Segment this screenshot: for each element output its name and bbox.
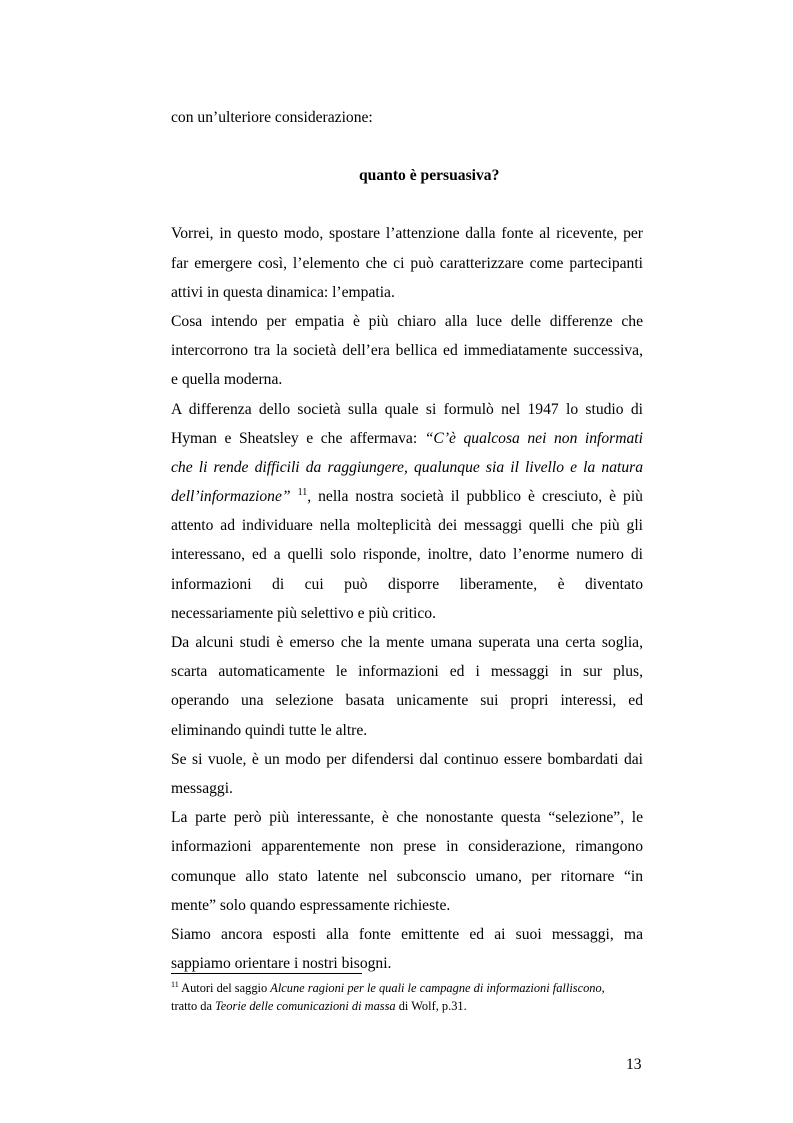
footnote-number: 11: [171, 980, 179, 989]
text-line: Se si vuole, è un modo per difendersi dal continuo essere bombardati dai: [171, 750, 643, 768]
quote-text: dell’informazione”: [171, 488, 291, 506]
text-line: messaggi.: [171, 779, 233, 797]
title-text: Teorie delle comunicazioni di massa: [215, 998, 396, 1013]
paragraph-4: [171, 628, 643, 745]
text-line: intercorrono tra la società dell’era bellica ed immediatamente successiva,: [171, 342, 643, 360]
quote-text: “C’è qualcosa nei non informati: [424, 429, 643, 447]
text-line: e quella moderna.: [171, 371, 283, 389]
page-body: [171, 103, 643, 978]
paragraph-6: [171, 803, 643, 920]
text-line: mente” solo quando espressamente richieste.: [171, 896, 451, 914]
text-line: Da alcuni studi è emerso che la mente umana superata una certa soglia,: [171, 634, 643, 651]
footnote-divider: [171, 973, 362, 974]
text-line: attivi in questa dinamica: l’empatia.: [171, 283, 395, 301]
text-line: far emergere così, l’elemento che ci può caratterizzare come partecipanti: [171, 254, 643, 272]
footnote-ref: 11: [297, 487, 308, 499]
footnote-line: [171, 998, 643, 1016]
text-line: informazioni di cui può disporre liberamente, è diventato: [171, 575, 643, 593]
text-run: ,: [601, 981, 605, 995]
text-line: Vorrei, in questo modo, spostare l’attenzione dalla fonte al ricevente, per: [171, 225, 643, 243]
section-heading: quanto è persuasiva?: [359, 167, 500, 185]
text-run: , nella nostra società il pubblico è cresciuto, è più: [307, 488, 643, 506]
paragraph-1: [171, 219, 643, 307]
text-line: informazioni apparentemente non prese in considerazione, rimangono: [171, 838, 643, 856]
text-line: Siamo ancora esposti alla fonte emittente ed ai suoi messaggi, ma: [171, 925, 643, 943]
text-run: Autori del saggio: [178, 981, 271, 995]
paragraph-7: [171, 920, 643, 978]
text-line: sappiamo orientare i nostri bisogni.: [171, 955, 392, 973]
paragraph-5: [171, 745, 643, 803]
text-line: interessano, ed a quelli solo risponde, inoltre, dato l’enorme numero di: [171, 546, 643, 564]
paragraph-3: [171, 395, 643, 629]
text-line: operando una selezione basata unicamente sui propri interessi, ed: [171, 692, 643, 710]
text-run: di Wolf, p.31.: [395, 998, 467, 1013]
text-line: [171, 424, 643, 453]
text-run: tratto da: [171, 998, 216, 1013]
text-line: necessariamente più selettivo e più critico.: [171, 604, 436, 622]
paragraph-2: [171, 307, 643, 395]
text-line: Cosa intendo per empatia è più chiaro alla luce delle differenze che: [171, 312, 643, 330]
text-line: comunque allo stato latente nel subconscio umano, per ritornare “in: [171, 867, 643, 885]
title-text: Alcune ragioni per le quali le campagne di informazioni falliscono: [270, 981, 602, 995]
footnote-line: [171, 980, 643, 998]
quote-text: che li rende difficili da raggiungere, qualunque sia il livello e la natura: [171, 458, 643, 476]
text-line: scarta automaticamente le informazioni ed i messaggi in sur plus,: [171, 663, 643, 681]
text-line: attento ad individuare nella molteplicità dei messaggi quelli che più gli: [171, 517, 643, 535]
footnote: [171, 980, 643, 1015]
text-line: [171, 482, 643, 511]
text-line: A differenza dello società sulla quale si formulò nel 1947 lo studio di: [171, 400, 643, 418]
text-line: [171, 453, 643, 482]
page-number: 13: [626, 1056, 642, 1073]
text-line: eliminando quindi tutte le altre.: [171, 721, 368, 739]
text-line: La parte però più interessante, è che nonostante questa “selezione”, le: [171, 809, 643, 827]
intro-line: con un’ulteriore considerazione:: [171, 109, 373, 126]
text-run: Hyman e Sheatsley e che affermava:: [171, 429, 425, 447]
